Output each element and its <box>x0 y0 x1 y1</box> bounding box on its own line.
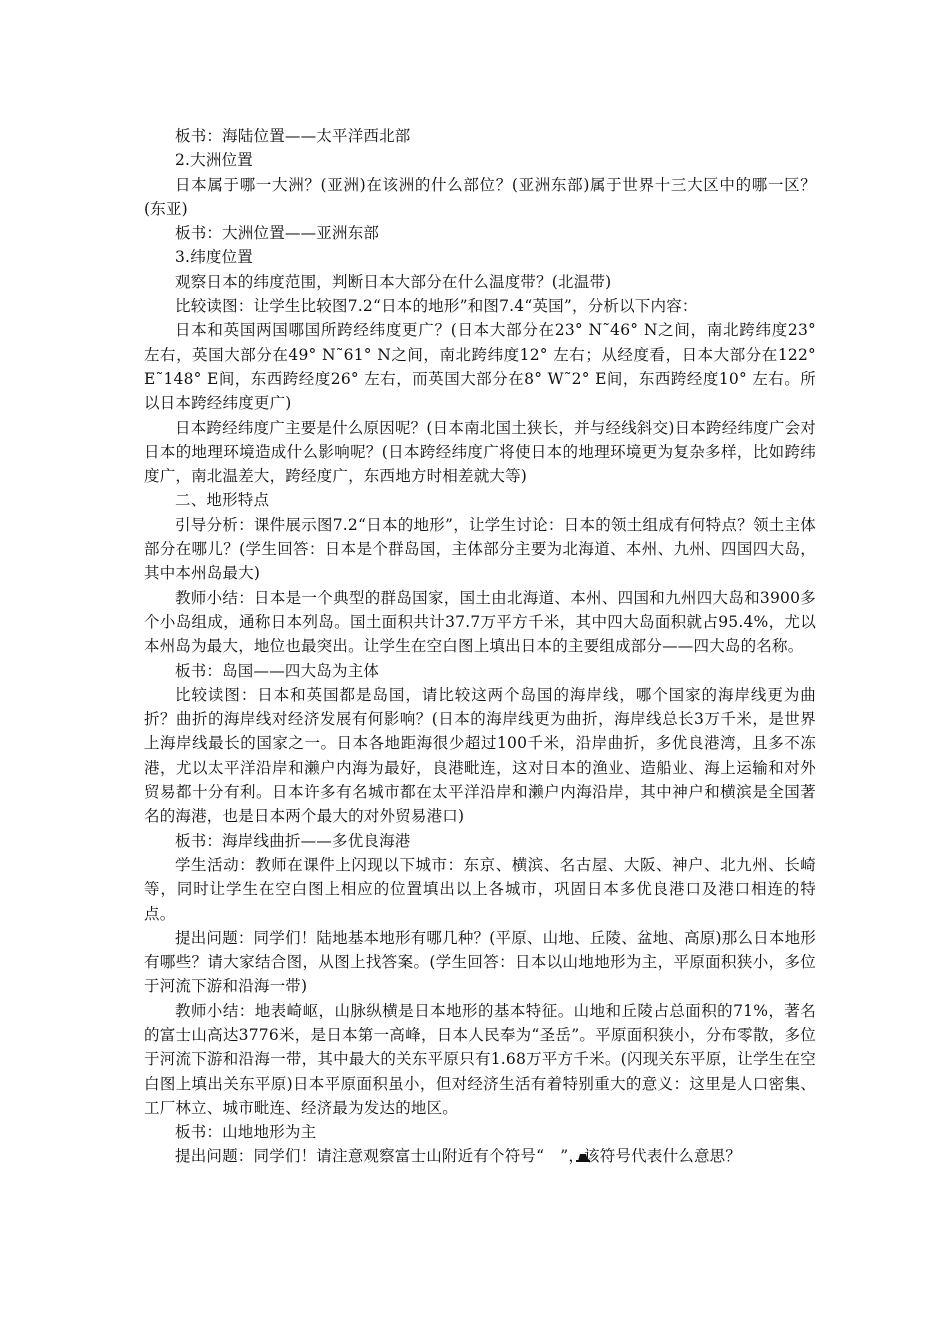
paragraph-with-symbol <box>144 1144 816 1168</box>
paragraph: 日本跨经纬度广主要是什么原因呢？(日本南北国土狭长，并与经线斜交)日本跨经纬度广会对日本的地理环境造成什么影响呢？(日本跨经纬度广将使日本的地理环境更为复杂多样，比如跨纬度广，南北温差大，跨经度广，东西地方时相差就大等) <box>144 418 816 486</box>
paragraph: 3.纬度位置 <box>175 248 253 267</box>
section-heading: 二、地形特点 <box>175 491 270 510</box>
paragraph-text-before: 提出问题：同学们！请注意观察富士山附近有个符号“ <box>175 1147 545 1166</box>
paragraph: 提出问题：同学们！陆地基本地形有哪几种？(平原、山地、丘陵、盆地、高原)那么日本地形有哪些？请大家结合图，从图上找答案。(学生回答：日本以山地地形为主，平原面积狭小，多位于河流下游和沿海一带) <box>144 928 816 996</box>
paragraph-text-after: ”，该符号代表什么意思？ <box>560 1147 742 1166</box>
paragraph: 2.大洲位置 <box>175 151 253 170</box>
paragraph: 比较读图：日本和英国都是岛国，请比较这两个岛国的海岸线，哪个国家的海岸线更为曲折？曲折的海岸线对经济发展有何影响？(日本的海岸线更为曲折，海岸线总长3万千米，是世界上海岸线最长的国家之一。日本各地距海很少超过100千米，沿岸曲折，多优良港湾，且多不冻港，尤以太平洋沿岸和濑户内海为最好，良港毗连，这对日本的渔业、造船业、海上运输和对外贸易都十分有利。日本许多有名城市都在太平洋沿岸和濑户内海沿岸，其中神户和横滨是全国著名的海港，也是日本两个最大的对外贸易港口) <box>144 685 816 826</box>
paragraph: 引导分析：课件展示图7.2“日本的地形”，让学生讨论：日本的领土组成有何特点？领土主体部分在哪儿？(学生回答：日本是个群岛国，主体部分主要为北海道、本州、九州、四国四大岛，其中本州岛最大) <box>144 515 816 583</box>
paragraph: 板书：大洲位置——亚洲东部 <box>175 224 380 243</box>
document-page <box>144 124 816 1169</box>
paragraph: 板书：山地地形为主 <box>175 1123 317 1142</box>
paragraph: 教师小结：地表崎岖，山脉纵横是日本地形的基本特征。山地和丘陵占总面积的71%，著名的富士山高达3776米，是日本第一高峰，日本人民奉为“圣岳”。平原面积狭小，分布零散，多位于河流下游和沿海一带，其中最大的关东平原只有1.68万平方千米。(闪现关东平原，让学生在空白图上填出关东平原)日本平原面积虽小，但对经济生活有着特别重大的意义：这里是人口密集、工厂林立、城市毗连、经济最为发达的地区。 <box>144 1001 816 1117</box>
paragraph: 学生活动：教师在课件上闪现以下城市：东京、横滨、名古屋、大阪、神户、北九州、长崎等，同时让学生在空白图上相应的位置填出以上各城市，巩固日本多优良港口及港口相连的特点。 <box>144 855 816 923</box>
paragraph: 教师小结：日本是一个典型的群岛国家，国土由北海道、本州、四国和九州四大岛和3900多个小岛组成，通称日本列岛。国土面积共计37.7万平方千米，其中四大岛面积就占95.4%，尤以本州岛为最大，地位也最突出。让学生在空白图上填出日本的主要组成部分——四大岛的名称。 <box>144 588 816 656</box>
paragraph: 观察日本的纬度范围，判断日本大部分在什么温度带？(北温带) <box>175 272 612 291</box>
mountain-peak-symbol-icon <box>545 1145 559 1155</box>
paragraph: 板书：岛国——四大岛为主体 <box>175 661 380 680</box>
paragraph: 板书：海岸线曲折——多优良海港 <box>175 831 411 850</box>
paragraph: 日本和英国两国哪国所跨经纬度更广？(日本大部分在23° N˜46° N之间，南北跨纬度23° 左右，英国大部分在49° N˜61° N之间，南北跨纬度12° 左右；从经度看，日本大部分在122° E˜148° E间，东西跨经度26° 左右，而英国大部分在8° W˜2° E间，东西跨经度10° 左右。所以日本跨经纬度更广) <box>144 321 816 413</box>
paragraph: 比较读图：让学生比较图7.2“日本的地形”和图7.4“英国”，分析以下内容： <box>175 297 698 316</box>
paragraph: 日本属于哪一大洲？(亚洲)在该洲的什么部位？(亚洲东部)属于世界十三大区中的哪一区？(东亚) <box>144 175 816 218</box>
paragraph: 板书：海陆位置——太平洋西北部 <box>175 127 411 145</box>
